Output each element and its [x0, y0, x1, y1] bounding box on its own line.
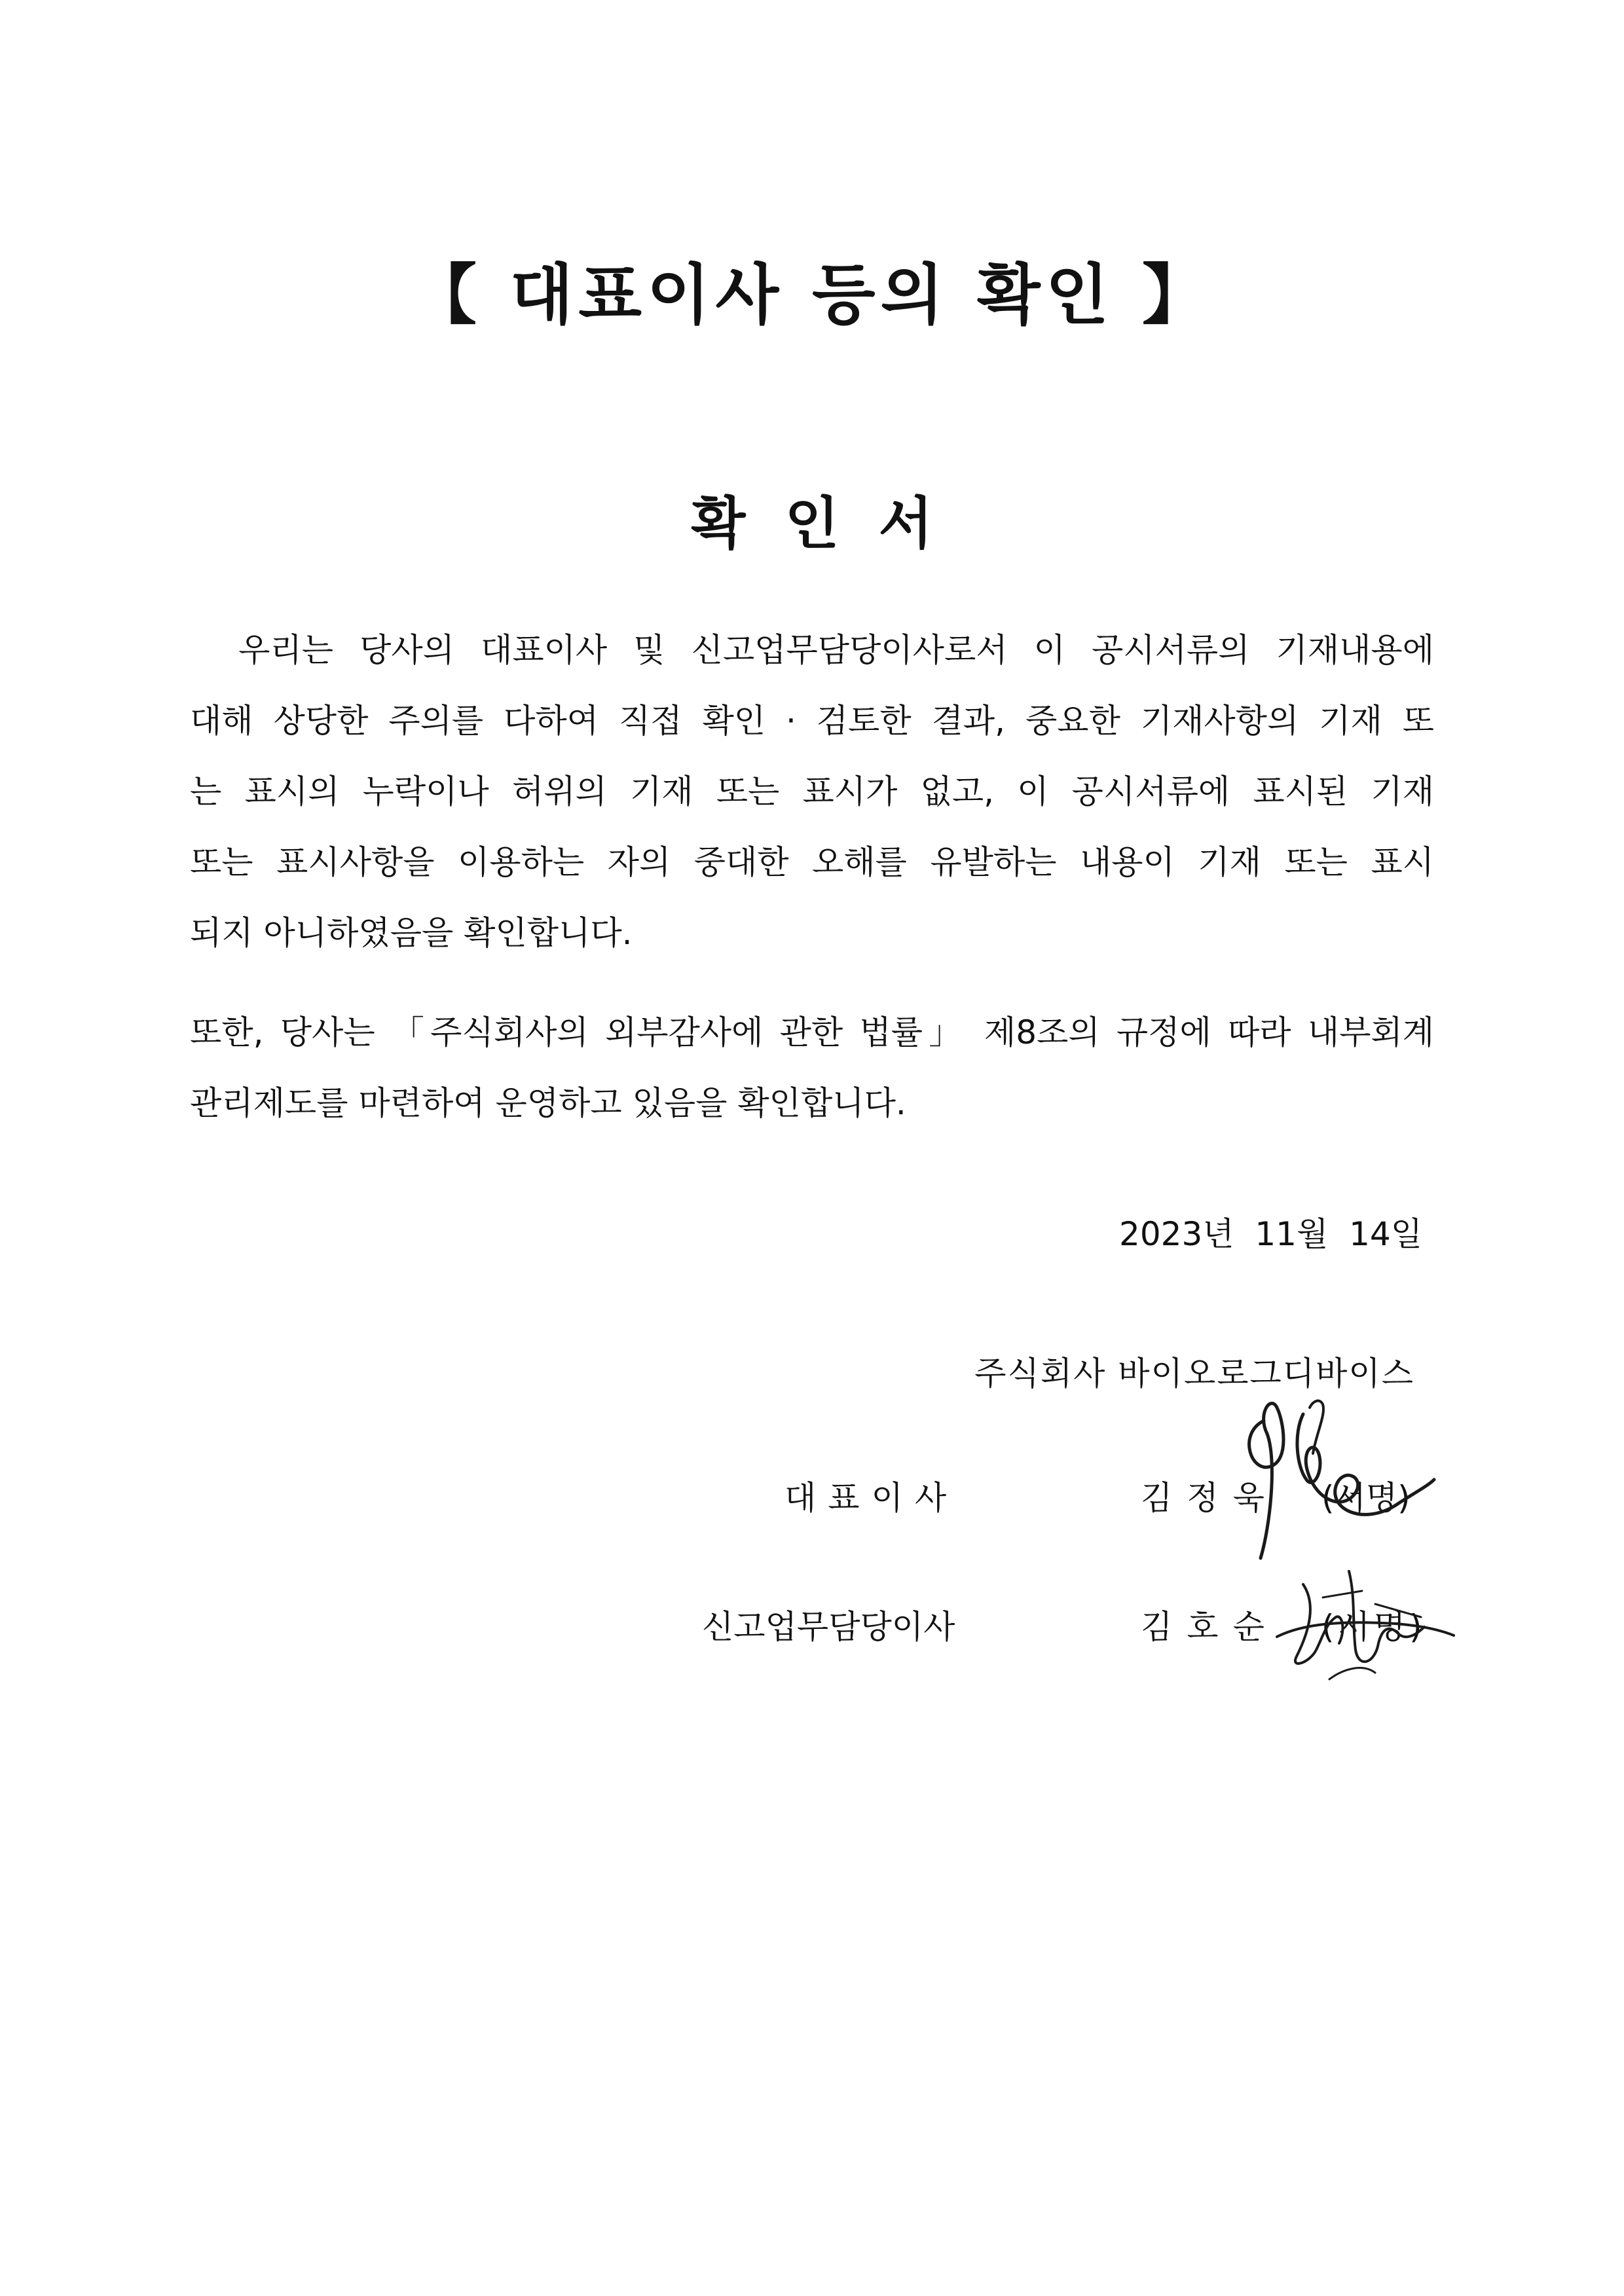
disclosure-officer-signature-mark: (서명) — [1321, 1608, 1426, 1646]
confirmation-paragraph-1 — [190, 631, 1434, 987]
disclosure-officer-name: 김호순 — [1141, 1608, 1279, 1646]
ceo-role-label: 대표이사 — [784, 1479, 959, 1517]
paragraph-line: 대해 상당한 주의를 다하여 직접 확인 · 검토한 결과, 중요한 기재사항의 기재 또 — [190, 702, 1434, 740]
disclosure-officer-role-label: 신고업무담당이사 — [702, 1608, 955, 1646]
page-title: 【 대표이사 등의 확인 】 — [411, 257, 1213, 333]
paragraph-line: 또는 표시사항을 이용하는 자의 중대한 오해를 유발하는 내용이 기재 또는 표시 — [190, 843, 1434, 881]
document-date: 2023년 11월 14일 — [1119, 1215, 1422, 1253]
paragraph-line: 우리는 당사의 대표이사 및 신고업무담당이사로서 이 공시서류의 기재내용에 — [190, 631, 1434, 669]
paragraph-line: 는 표시의 누락이나 허위의 기재 또는 표시가 없고, 이 공시서류에 표시된 기재 — [190, 773, 1434, 811]
ceo-signature-mark: (서명) — [1321, 1479, 1411, 1517]
paragraph-line: 또한, 당사는 「주식회사의 외부감사에 관한 법률」 제8조의 규정에 따라 내부회계 — [190, 1013, 1434, 1051]
ceo-name: 김정욱 — [1141, 1479, 1279, 1517]
paragraph-line: 관리제도를 마련하여 운영하고 있음을 확인합니다. — [190, 1084, 906, 1122]
disclosure-officer-handwritten-signature — [1264, 1558, 1460, 1689]
company-name: 주식회사 바이오로그디바이스 — [974, 1355, 1414, 1393]
paragraph-line: 되지 아니하였음을 확인합니다. — [190, 914, 633, 952]
document-heading: 확인서 — [691, 491, 972, 556]
ceo-handwritten-signature — [1231, 1394, 1441, 1565]
confirmation-paragraph-2 — [190, 1013, 1434, 1157]
